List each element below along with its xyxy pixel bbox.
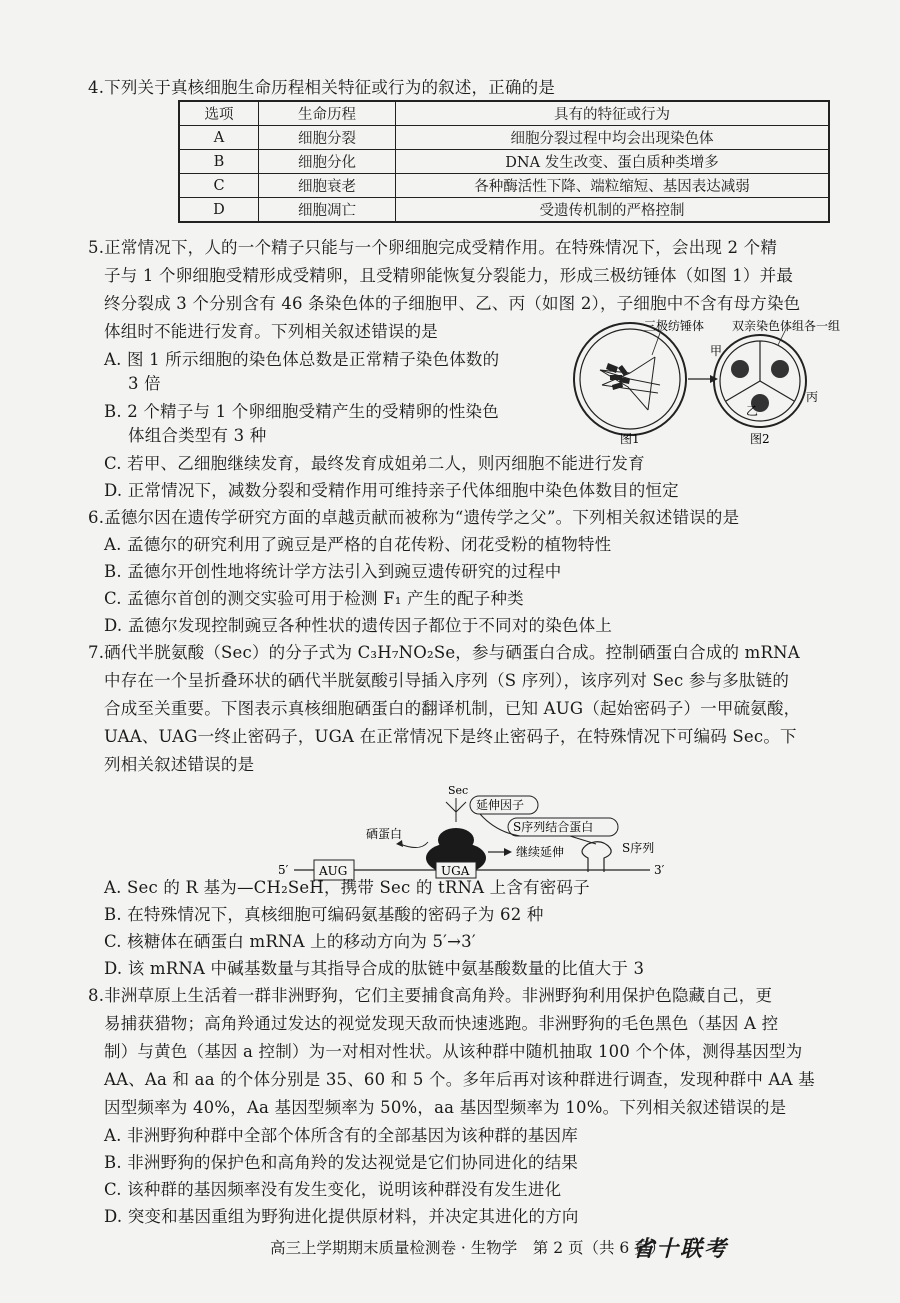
q6-stem: 6.孟德尔因在遗传学研究方面的卓越贡献而被称为“遗传学之父”。下列相关叙述错误的是 [88,508,740,527]
label-s-sequence: S序列 [622,841,655,855]
header-process: 生命历程 [259,101,396,126]
q8-line-4: AA、Aa 和 aa 的个体分别是 35、60 和 5 个。多年后再对该种群进行调查，发现种群中 AA 基 [104,1070,815,1089]
table-cell: DNA 发生改变、蛋白质种类增多 [396,150,830,174]
q5-option-d: D. 正常情况下，减数分裂和受精作用可维持亲子代体细胞中染色体数目的恒定 [104,481,679,500]
label-3-prime: 3′ [654,863,665,877]
q7-option-b: B. 在特殊情况下，真核细胞可编码氨基酸的密码子为 62 种 [104,905,544,924]
table-row [179,150,829,174]
table-cell: A [179,126,259,150]
q7-line-2: 中存在一个呈折叠环状的硒代半胱氨酸引导插入序列（S 序列），该序列对 Sec 参与多肽链的 [104,671,790,690]
q8-option-a: A. 非洲野狗种群中全部个体所含有的全部基因为该种群的基因库 [104,1126,578,1145]
caption-fig1: 图1 [620,432,640,446]
table-cell: C [179,174,259,198]
header-feature: 具有的特征或行为 [396,101,830,126]
q7-option-a: A. Sec 的 R 基为—CH₂SeH，携带 Sec 的 tRNA 上含有密码子 [104,878,590,897]
q6-option-b: B. 孟德尔开创性地将统计学方法引入到豌豆遗传研究的过程中 [104,562,562,581]
label-uga: UGA [441,864,470,878]
q5-line-1: 5.正常情况下，人的一个精子只能与一个卵细胞完成受精作用。在特殊情况下，会出现 2 个精 [88,238,778,257]
table-cell: 各种酶活性下降、端粒缩短、基因表达减弱 [396,174,830,198]
q8-line-3: 制）与黄色（基因 a 控制）为一对相对性状。从该种群中随机抽取 100 个个体，测得基因型为 [104,1042,803,1061]
brand-logo: 省十联考 [632,1236,729,1262]
label-yi: 乙 [746,404,759,418]
q6-option-a: A. 孟德尔的研究利用了豌豆是严格的自花传粉、闭花受粉的植物特性 [104,535,612,554]
label-elongation-factor: 延伸因子 [476,798,525,812]
label-aug: AUG [319,864,348,878]
q5-line-3: 终分裂成 3 个分别含有 46 条染色体的子细胞甲、乙、丙（如图 2），子细胞中不含有母方染色 [104,294,801,313]
q8-option-d: D. 突变和基因重组为野狗进化提供原材料，并决定其进化的方向 [104,1207,579,1226]
s-sequence-loop [582,842,611,872]
label-selenoprotein: 硒蛋白 [366,827,403,841]
page-footer: 高三上学期期末质量检测卷 · 生物学 第 2 页（共 6 页） [270,1239,666,1257]
header-option: 选项 [179,101,259,126]
table-row [179,126,829,150]
table-cell: 细胞分裂 [259,126,396,150]
q5-line-4: 体组时不能进行发育。下列相关叙述错误的是 [104,322,438,341]
table-cell: 细胞凋亡 [259,198,396,223]
table-cell: B [179,150,259,174]
caption-fig2: 图2 [750,432,770,446]
q5-figure [560,315,860,447]
q8-option-c: C. 该种群的基因频率没有发生变化，说明该种群没有发生进化 [104,1180,562,1199]
q5-line-2: 子与 1 个卵细胞受精形成受精卵，且受精卵能恢复分裂能力，形成三极纺锤体（如图 1）并最 [104,266,794,285]
label-bing: 丙 [806,390,819,404]
table-cell: D [179,198,259,223]
trna-sec [446,798,466,822]
label-sec: Sec [448,784,469,797]
table-cell: 细胞衰老 [259,174,396,198]
q7-line-3: 合成至关重要。下图表示真核细胞硒蛋白的翻译机制，已知 AUG（起始密码子）一甲硫氨酸， [104,699,801,718]
q5-option-b-1: B. 2 个精子与 1 个卵细胞受精产生的受精卵的性染色 [104,402,499,421]
table-header-row [179,101,829,126]
q6-option-c: C. 孟德尔首创的测交实验可用于检测 F₁ 产生的配子种类 [104,589,524,608]
q5-option-c: C. 若甲、乙细胞继续发育，最终发育成姐弟二人，则丙细胞不能进行发育 [104,454,645,473]
table-row [179,174,829,198]
q4-table [178,100,830,223]
table-cell: 细胞分裂过程中均会出现染色体 [396,126,830,150]
label-spindle: 三极纺锤体 [644,319,705,333]
q7-option-c: C. 核糖体在硒蛋白 mRNA 上的移动方向为 5′→3′ [104,932,476,951]
q5-option-a-2: 3 倍 [128,374,161,393]
q8-line-5: 因型频率为 40%，Aa 基因型频率为 50%，aa 基因型频率为 10%。下列相关叙述错误的是 [104,1098,787,1117]
label-continue-elongation: 继续延伸 [516,845,565,859]
table-cell: 受遗传机制的严格控制 [396,198,830,223]
q7-line-1: 7.硒代半胱氨酸（Sec）的分子式为 C₃H₇NO₂Se，参与硒蛋白合成。控制硒蛋白合成的 mRNA [88,643,800,662]
table-cell: 细胞分化 [259,150,396,174]
q7-line-4: UAA、UAG一终止密码子，UGA 在正常情况下是终止密码子，在特殊情况下可编码 Sec。下 [104,727,797,746]
q5-option-a-1: A. 图 1 所示细胞的染色体总数是正常精子染色体数的 [104,350,500,369]
q8-line-2: 易捕获猎物；高角羚通过发达的视觉发现天敌而快速逃跑。非洲野狗的毛色黑色（基因 A 控 [104,1014,779,1033]
q4-stem: 4.下列关于真核细胞生命历程相关特征或行为的叙述，正确的是 [88,78,556,97]
q7-line-5: 列相关叙述错误的是 [104,755,255,774]
label-chromosome-set: 双亲染色体组各一组 [732,319,841,333]
daughter-nucleus-jia [731,360,749,378]
q8-option-b: B. 非洲野狗的保护色和高角羚的发达视觉是它们协同进化的结果 [104,1153,579,1172]
daughter-nucleus-bing [771,360,789,378]
q7-option-d: D. 该 mRNA 中碱基数量与其指导合成的肽链中氨基酸数量的比值大于 3 [104,959,645,978]
q7-translation-figure [270,782,690,882]
q5-option-b-2: 体组合类型有 3 种 [128,426,267,445]
label-jia: 甲 [710,344,723,358]
table-row [179,198,829,223]
label-5-prime: 5′ [278,863,289,877]
q6-option-d: D. 孟德尔发现控制豌豆各种性状的遗传因子都位于不同对的染色体上 [104,616,613,635]
q8-line-1: 8.非洲草原上生活着一群非洲野狗，它们主要捕食高角羚。非洲野狗利用保护色隐藏自己，更 [88,986,773,1005]
label-s-binding-protein: S序列结合蛋白 [513,820,594,834]
